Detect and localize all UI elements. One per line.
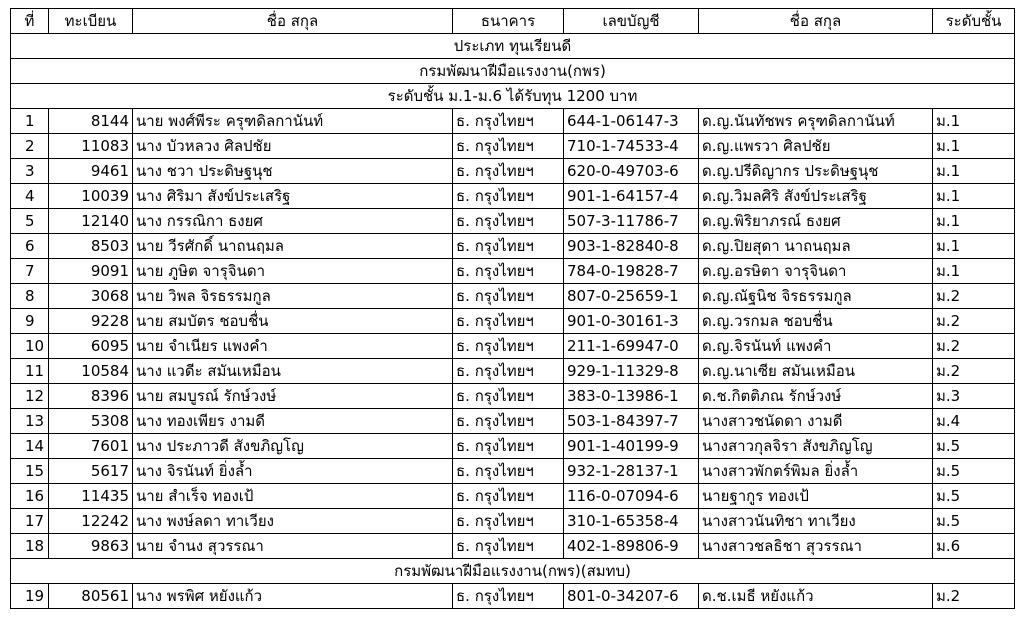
registration-number: 8144: [49, 109, 133, 134]
bank-name: ธ. กรุงไทยฯ: [453, 334, 564, 359]
registration-number: 8396: [49, 384, 133, 409]
grade-level: ม.2: [933, 284, 1015, 309]
registration-number: 80561: [49, 584, 133, 609]
header-grade-level: ระดับชั้น: [933, 9, 1015, 34]
student-name: ด.ญ.ปิยสุดา นาถนฤมล: [699, 234, 933, 259]
account-number: 901-1-40199-9: [564, 434, 699, 459]
account-number: 801-0-34207-6: [564, 584, 699, 609]
row-number: 7: [11, 259, 49, 284]
bank-name: ธ. กรุงไทยฯ: [453, 584, 564, 609]
grade-level: ม.1: [933, 109, 1015, 134]
table-row: [11, 234, 1015, 259]
row-number: 10: [11, 334, 49, 359]
table-row: [11, 534, 1015, 559]
account-number: 620-0-49703-6: [564, 159, 699, 184]
row-number: 15: [11, 459, 49, 484]
grade-level: ม.6: [933, 534, 1015, 559]
parent-name: นาง จิรนันท์ ยิ่งล้ำ: [133, 459, 453, 484]
table-row: [11, 159, 1015, 184]
student-name: ด.ญ.นาเซีย สมันเหมือน: [699, 359, 933, 384]
row-number: 4: [11, 184, 49, 209]
parent-name: นาย จำนง สุวรรณา: [133, 534, 453, 559]
bank-name: ธ. กรุงไทยฯ: [453, 309, 564, 334]
parent-name: นาย สมบัตร ชอบชื่น: [133, 309, 453, 334]
student-name: ด.ญ.แพรวา ศิลปชัย: [699, 134, 933, 159]
grade-level: ม.1: [933, 259, 1015, 284]
grade-level: ม.3: [933, 384, 1015, 409]
table-row: [11, 134, 1015, 159]
bank-name: ธ. กรุงไทยฯ: [453, 184, 564, 209]
row-number: 5: [11, 209, 49, 234]
bank-name: ธ. กรุงไทยฯ: [453, 509, 564, 534]
supplementary-title: กรมพัฒนาฝีมือแรงงาน(กพร)(สมทบ): [11, 559, 1015, 584]
table-row: [11, 484, 1015, 509]
student-name: ด.ญ.อรษิตา จารุจินดา: [699, 259, 933, 284]
scholarship-type-title: ประเภท ทุนเรียนดี: [11, 34, 1015, 59]
department-title: กรมพัฒนาฝีมือแรงงาน(กพร): [11, 59, 1015, 84]
row-number: 2: [11, 134, 49, 159]
account-number: 901-1-64157-4: [564, 184, 699, 209]
table-row: [11, 409, 1015, 434]
table-row: [11, 434, 1015, 459]
row-number: 17: [11, 509, 49, 534]
parent-name: นาย วีรศักดิ์ นาถนฤมล: [133, 234, 453, 259]
student-name: ด.ญ.นันทัชพร ครุฑดิลกานันท์: [699, 109, 933, 134]
header-bank: ธนาคาร: [453, 9, 564, 34]
parent-name: นาง ศิริมา สังข์ประเสริฐ: [133, 184, 453, 209]
table-row: [11, 109, 1015, 134]
registration-number: 8503: [49, 234, 133, 259]
grade-level: ม.4: [933, 409, 1015, 434]
table-row: [11, 184, 1015, 209]
main-rows: [11, 109, 1015, 559]
account-number: 310-1-65358-4: [564, 509, 699, 534]
bank-name: ธ. กรุงไทยฯ: [453, 484, 564, 509]
bank-name: ธ. กรุงไทยฯ: [453, 134, 564, 159]
registration-number: 9461: [49, 159, 133, 184]
row-number: 16: [11, 484, 49, 509]
title-row-3: [11, 84, 1015, 109]
row-number: 11: [11, 359, 49, 384]
registration-number: 6095: [49, 334, 133, 359]
grade-level: ม.1: [933, 209, 1015, 234]
bank-name: ธ. กรุงไทยฯ: [453, 459, 564, 484]
parent-name: นาง พงษ์ลดา ทาเวียง: [133, 509, 453, 534]
row-number: 12: [11, 384, 49, 409]
table-row: [11, 459, 1015, 484]
grade-level: ม.2: [933, 309, 1015, 334]
student-name: ด.ญ.ปรีดิญากร ประดิษฐนุช: [699, 159, 933, 184]
bank-name: ธ. กรุงไทยฯ: [453, 409, 564, 434]
grade-level: ม.1: [933, 184, 1015, 209]
account-number: 116-0-07094-6: [564, 484, 699, 509]
parent-name: นาย สมบูรณ์ รักษ์วงษ์: [133, 384, 453, 409]
student-name: ด.ญ.พิริยาภรณ์ ธงยศ: [699, 209, 933, 234]
bank-name: ธ. กรุงไทยฯ: [453, 159, 564, 184]
header-no: ที่: [11, 9, 49, 34]
grade-level: ม.5: [933, 434, 1015, 459]
grade-level: ม.2: [933, 359, 1015, 384]
table-row: [11, 209, 1015, 234]
registration-number: 10584: [49, 359, 133, 384]
bank-name: ธ. กรุงไทยฯ: [453, 384, 564, 409]
grade-level: ม.2: [933, 584, 1015, 609]
student-name: ด.ญ.วิมลศิริ สังข์ประเสริฐ: [699, 184, 933, 209]
student-name: ด.ญ.จิรนันท์ แพงคำ: [699, 334, 933, 359]
bank-name: ธ. กรุงไทยฯ: [453, 234, 564, 259]
header-registration: ทะเบียน: [49, 9, 133, 34]
grade-level: ม.5: [933, 459, 1015, 484]
registration-number: 7601: [49, 434, 133, 459]
grade-level: ม.5: [933, 509, 1015, 534]
grade-level: ม.1: [933, 159, 1015, 184]
registration-number: 12140: [49, 209, 133, 234]
table-row: [11, 309, 1015, 334]
student-name: นางสาวกุลจิรา สังขภิญโญ: [699, 434, 933, 459]
account-number: 507-3-11786-7: [564, 209, 699, 234]
row-number: 1: [11, 109, 49, 134]
parent-name: นาย พงศ์พีระ ครุฑดิลกานันท์: [133, 109, 453, 134]
parent-name: นาย วิพล จิรธรรมกูล: [133, 284, 453, 309]
parent-name: นาง ประภาวดี สังขภิญโญ: [133, 434, 453, 459]
bank-name: ธ. กรุงไทยฯ: [453, 284, 564, 309]
parent-name: นาง ทองเพียร งามดี: [133, 409, 453, 434]
registration-number: 12242: [49, 509, 133, 534]
grade-level: ม.1: [933, 234, 1015, 259]
registration-number: 9091: [49, 259, 133, 284]
registration-number: 10039: [49, 184, 133, 209]
student-name: นายฐากูร ทองเป้: [699, 484, 933, 509]
title-row-1: [11, 34, 1015, 59]
parent-name: นาง แวดีะ สมันเหมือน: [133, 359, 453, 384]
table-row: [11, 259, 1015, 284]
row-number: 14: [11, 434, 49, 459]
student-name: ด.ญ.วรกมล ชอบชื่น: [699, 309, 933, 334]
row-number: 13: [11, 409, 49, 434]
table-row: [11, 509, 1015, 534]
row-number: 18: [11, 534, 49, 559]
bank-name: ธ. กรุงไทยฯ: [453, 109, 564, 134]
supplementary-section: [11, 559, 1015, 609]
bank-name: ธ. กรุงไทยฯ: [453, 259, 564, 284]
registration-number: 11435: [49, 484, 133, 509]
parent-name: นาย ภูษิต จารุจินดา: [133, 259, 453, 284]
scholarship-table: [10, 8, 1015, 609]
table-row: [11, 584, 1015, 609]
bank-name: ธ. กรุงไทยฯ: [453, 359, 564, 384]
bank-name: ธ. กรุงไทยฯ: [453, 434, 564, 459]
account-number: 211-1-69947-0: [564, 334, 699, 359]
grade-level: ม.5: [933, 484, 1015, 509]
row-number: 19: [11, 584, 49, 609]
parent-name: นาง ชวา ประดิษฐนุช: [133, 159, 453, 184]
account-number: 383-0-13986-1: [564, 384, 699, 409]
account-number: 929-1-11329-8: [564, 359, 699, 384]
student-name: นางสาวพักตร์พิมล ยิ่งล้ำ: [699, 459, 933, 484]
parent-name: นาง พรพิศ หยังแก้ว: [133, 584, 453, 609]
table-row: [11, 284, 1015, 309]
registration-number: 5308: [49, 409, 133, 434]
table-row: [11, 334, 1015, 359]
section2-title-row: [11, 559, 1015, 584]
table-row: [11, 359, 1015, 384]
account-number: 503-1-84397-7: [564, 409, 699, 434]
bank-name: ธ. กรุงไทยฯ: [453, 209, 564, 234]
header-row: [11, 9, 1015, 34]
parent-name: นาง บัวหลวง ศิลปชัย: [133, 134, 453, 159]
header-student-name: ชื่อ สกุล: [699, 9, 933, 34]
account-number: 903-1-82840-8: [564, 234, 699, 259]
header-account-number: เลขบัญชี: [564, 9, 699, 34]
student-name: ด.ช.กิตติภณ รักษ์วงษ์: [699, 384, 933, 409]
registration-number: 3068: [49, 284, 133, 309]
grade-level: ม.1: [933, 134, 1015, 159]
account-number: 807-0-25659-1: [564, 284, 699, 309]
account-number: 644-1-06147-3: [564, 109, 699, 134]
account-number: 901-0-30161-3: [564, 309, 699, 334]
student-name: ด.ช.เมธี หยังแก้ว: [699, 584, 933, 609]
grade-level: ม.2: [933, 334, 1015, 359]
account-number: 784-0-19828-7: [564, 259, 699, 284]
row-number: 9: [11, 309, 49, 334]
parent-name: นาย สำเร็จ ทองเป้: [133, 484, 453, 509]
parent-name: นาง กรรณิกา ธงยศ: [133, 209, 453, 234]
student-name: ด.ญ.ณัฐนิช จิรธรรมกูล: [699, 284, 933, 309]
title-row-2: [11, 59, 1015, 84]
account-number: 710-1-74533-4: [564, 134, 699, 159]
parent-name: นาย จำเนียร แพงคำ: [133, 334, 453, 359]
account-number: 932-1-28137-1: [564, 459, 699, 484]
table-row: [11, 384, 1015, 409]
header-parent-name: ชื่อ สกุล: [133, 9, 453, 34]
student-name: นางสาวชนัดดา งามดี: [699, 409, 933, 434]
account-number: 402-1-89806-9: [564, 534, 699, 559]
registration-number: 5617: [49, 459, 133, 484]
student-name: นางสาวนันทิชา ทาเวียง: [699, 509, 933, 534]
registration-number: 9863: [49, 534, 133, 559]
registration-number: 9228: [49, 309, 133, 334]
row-number: 6: [11, 234, 49, 259]
bank-name: ธ. กรุงไทยฯ: [453, 534, 564, 559]
level-amount-title: ระดับชั้น ม.1-ม.6 ได้รับทุน 1200 บาท: [11, 84, 1015, 109]
student-name: นางสาวชลธิชา สุวรรณา: [699, 534, 933, 559]
row-number: 8: [11, 284, 49, 309]
registration-number: 11083: [49, 134, 133, 159]
row-number: 3: [11, 159, 49, 184]
